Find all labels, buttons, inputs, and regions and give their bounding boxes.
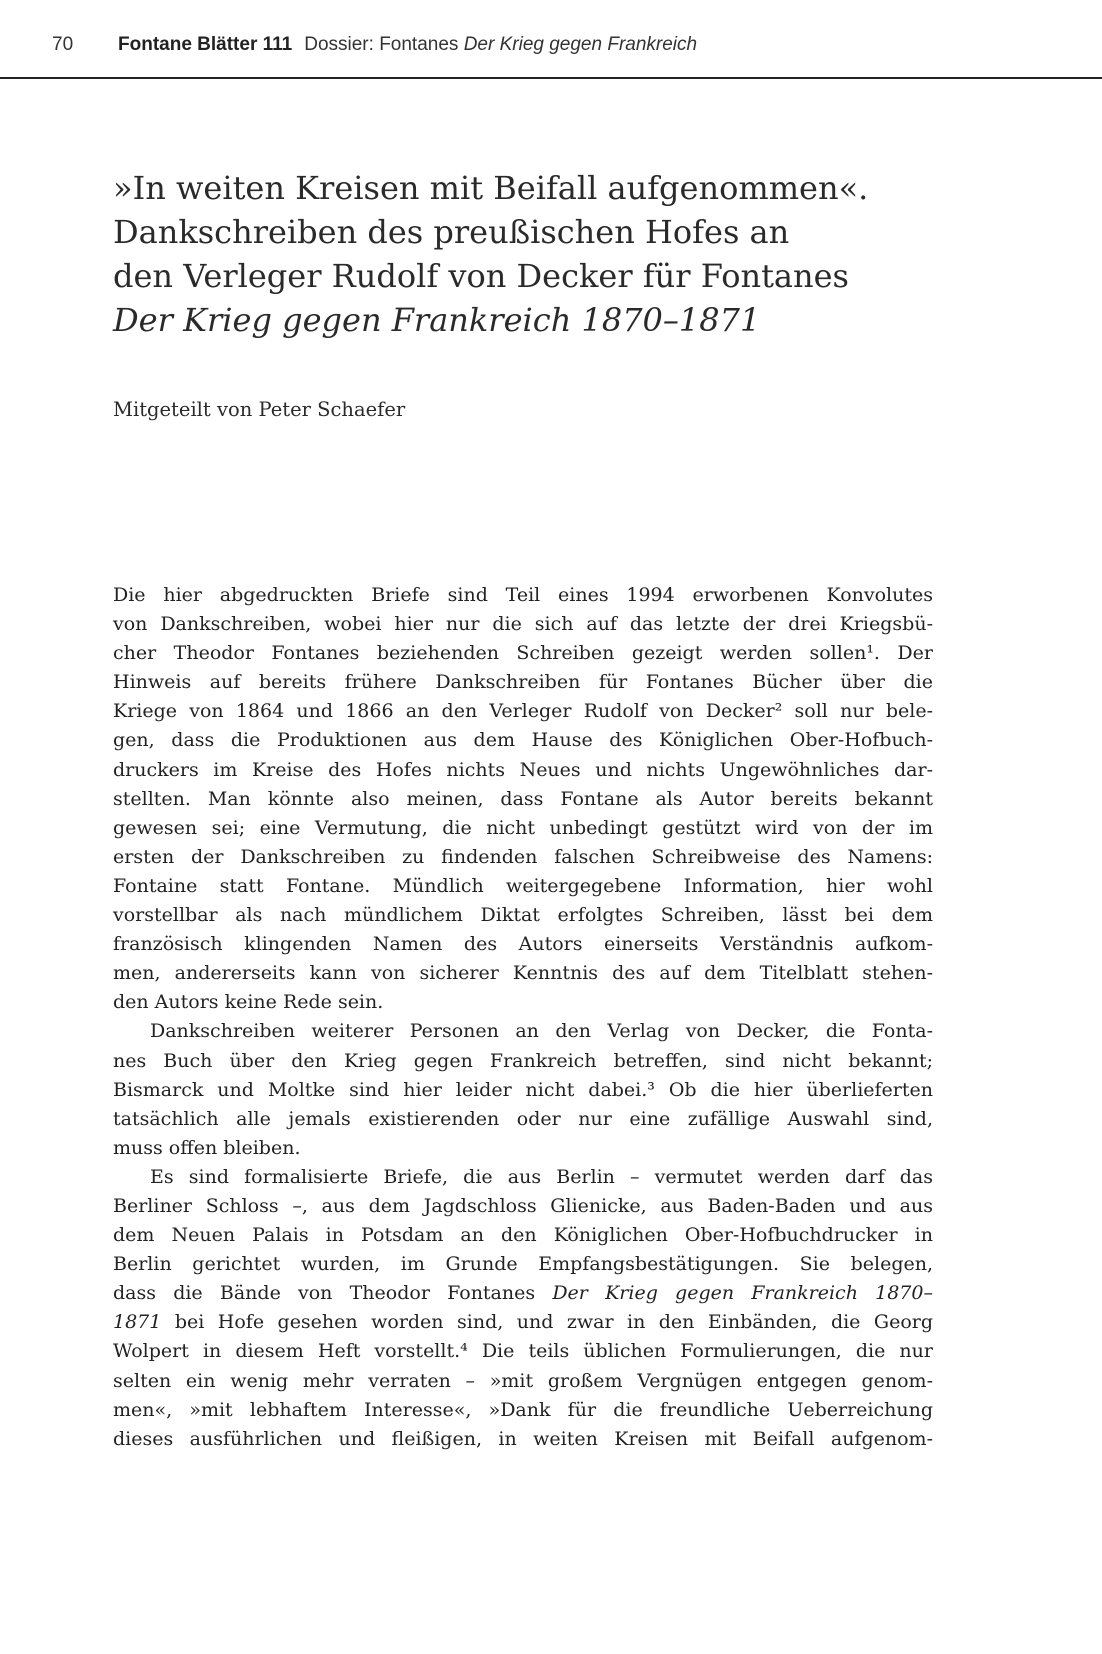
section-italic: Der Krieg gegen Frankreich xyxy=(463,34,698,55)
text-line xyxy=(113,1134,933,1163)
text-segment: druckers im Kreise des Hofes nichts Neues und nichts Ungewöhnliches dar- xyxy=(113,758,933,781)
text-segment: bei Hofe gesehen worden sind, und zwar in den Einbänden, die Georg xyxy=(161,1311,933,1334)
text-line xyxy=(113,756,933,785)
text-line xyxy=(113,1396,933,1425)
text-line xyxy=(113,988,933,1017)
text-line xyxy=(113,872,933,901)
text-segment: men«, »mit lebhaftem Interesse«, »Dank für die freundliche Ueberreichung xyxy=(113,1398,933,1421)
article-body xyxy=(113,581,933,1454)
text-line xyxy=(113,1250,933,1279)
text-segment: gen, dass die Produktionen aus dem Hause des Königlichen Ober-Hofbuch- xyxy=(113,729,933,752)
text-segment: Es sind formalisierte Briefe, die aus Berlin – vermutet werden darf das xyxy=(150,1165,933,1188)
text-line xyxy=(113,959,933,988)
text-segment: dieses ausführlichen und fleißigen, in weiten Kreisen mit Beifall aufgenom- xyxy=(113,1427,933,1450)
text-line xyxy=(113,1337,933,1366)
text-line xyxy=(113,697,933,726)
text-line xyxy=(113,814,933,843)
text-segment: Fontaine statt Fontane. Mündlich weitergegebene Information, hier wohl xyxy=(113,874,933,897)
text-segment: tatsächlich alle jemals existierenden oder nur eine zufällige Auswahl sind, xyxy=(113,1107,933,1130)
text-segment: Berliner Schloss –, aus dem Jagdschloss Glienicke, aus Baden-Baden und aus xyxy=(113,1194,933,1217)
text-line xyxy=(113,843,933,872)
text-segment: französisch klingenden Namen des Autors einerseits Verständnis aufkom- xyxy=(113,933,933,956)
text-line xyxy=(113,1192,933,1221)
text-segment: dass die Bände von Theodor Fontanes xyxy=(113,1282,553,1305)
text-segment: muss offen bleiben. xyxy=(113,1136,301,1159)
text-line xyxy=(113,930,933,959)
text-segment: Die hier abgedruckten Briefe sind Teil eines 1994 erworbenen Konvolutes xyxy=(113,584,933,606)
text-line xyxy=(113,1017,933,1046)
text-line xyxy=(113,1425,933,1454)
text-line xyxy=(113,1105,933,1134)
running-header xyxy=(52,34,697,56)
text-segment: Bismarck und Moltke sind hier leider nicht dabei.³ Ob die hier überlieferten xyxy=(113,1078,933,1101)
text-line xyxy=(113,901,933,930)
text-segment: stellten. Man könnte also meinen, dass Fontane als Autor bereits bekannt xyxy=(113,787,933,810)
section-prefix: Dossier: Fontanes xyxy=(304,34,464,55)
text-line xyxy=(113,639,933,668)
text-segment: gewesen sei; eine Vermutung, die nicht unbedingt gestützt wird von der im xyxy=(113,816,933,839)
italic-text: Der Krieg gegen Frankreich 1870– xyxy=(552,1282,933,1305)
italic-text: 1871 xyxy=(113,1311,162,1334)
title-line: »In weiten Kreisen mit Beifall aufgenommen«. xyxy=(113,169,869,207)
text-line xyxy=(113,1163,933,1192)
text-segment: selten ein wenig mehr verraten – »mit großem Vergnügen entgegen genom- xyxy=(113,1369,933,1392)
text-segment: Wolpert in diesem Heft vorstellt.⁴ Die teils üblichen Formulierungen, die nur xyxy=(113,1340,933,1363)
title-line-italic: Der Krieg gegen Frankreich 1870–1871 xyxy=(113,301,761,339)
text-line xyxy=(113,668,933,697)
header-rule xyxy=(0,77,1102,79)
text-segment: Hinweis auf bereits frühere Dankschreiben für Fontanes Bücher über die xyxy=(113,671,933,694)
text-line xyxy=(113,785,933,814)
text-segment: cher Theodor Fontanes beziehenden Schreiben gezeigt werden sollen¹. Der xyxy=(113,642,933,665)
text-line xyxy=(113,1076,933,1105)
text-segment: nes Buch über den Krieg gegen Frankreich betreffen, sind nicht bekannt; xyxy=(113,1049,933,1072)
text-segment: ersten der Dankschreiben zu findenden falschen Schreibweise des Namens: xyxy=(113,845,933,868)
text-segment: vorstellbar als nach mündlichem Diktat erfolgtes Schreiben, lässt bei dem xyxy=(113,904,933,927)
title-line: den Verleger Rudolf von Decker für Fontanes xyxy=(113,257,849,295)
text-segment: von Dankschreiben, wobei hier nur die sich auf das letzte der drei Kriegsbü- xyxy=(113,613,933,636)
article-title xyxy=(113,166,868,342)
journal-title: Fontane Blätter 111 xyxy=(118,34,293,55)
text-line xyxy=(113,581,933,610)
page-number: 70 xyxy=(52,34,74,55)
text-line xyxy=(113,726,933,755)
text-segment: den Autors keine Rede sein. xyxy=(113,991,384,1014)
text-line xyxy=(113,1047,933,1076)
text-line xyxy=(113,1221,933,1250)
text-segment: Berlin gerichtet wurden, im Grunde Empfangsbestätigungen. Sie belegen, xyxy=(113,1253,933,1276)
text-line xyxy=(113,1279,933,1308)
author-credit: Mitgeteilt von Peter Schaefer xyxy=(113,398,406,421)
text-line xyxy=(113,1367,933,1396)
text-segment: Kriege von 1864 und 1866 an den Verleger Rudolf von Decker² soll nur bele- xyxy=(113,700,933,723)
text-line xyxy=(113,1308,933,1337)
text-segment: dem Neuen Palais in Potsdam an den Königlichen Ober-Hofbuchdrucker in xyxy=(113,1224,933,1247)
title-line: Dankschreiben des preußischen Hofes an xyxy=(113,213,790,251)
text-segment: men, andererseits kann von sicherer Kenntnis des auf dem Titelblatt stehen- xyxy=(113,962,933,985)
text-line xyxy=(113,610,933,639)
text-segment: Dankschreiben weiterer Personen an den Verlag von Decker, die Fonta- xyxy=(150,1020,933,1043)
